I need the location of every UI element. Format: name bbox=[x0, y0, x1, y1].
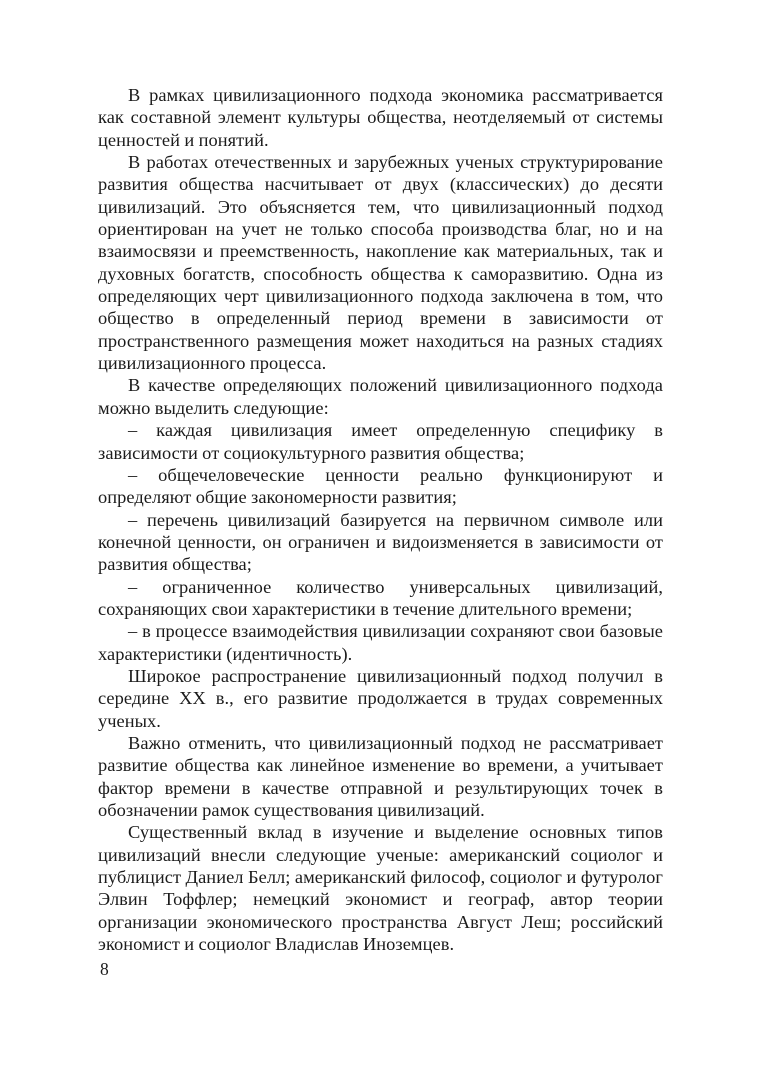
paragraph: В качестве определяющих положений цивилизационного подхода можно выделить следующие: bbox=[98, 375, 663, 418]
paragraph: Важно отменить, что цивилизационный подход не рассматривает развитие общества как линейное изменение во времени, а учитывает фактор времени в качестве отправной и результирующих точек в обозначении рамок существования цивилизаций. bbox=[98, 732, 663, 820]
bullet-item: – перечень цивилизаций базируется на первичном символе или конечной ценности, он ограничен и видоизменяется в зависимости от развития общества; bbox=[98, 509, 663, 575]
bullet-item: – ограниченное количество универсальных цивилизаций, сохраняющих свои характеристики в течение длительного времени; bbox=[98, 576, 663, 619]
paragraph: В работах отечественных и зарубежных ученых структурирование развития общества насчитывает от двух (классических) до десяти цивилизаций. Это объясняется тем, что цивилизационный подход ориентирован на учет не только способа производства благ, но и на взаимосвязи и преемственность, накопление как материальных, так и духовных богатств, способность общества к саморазвитию. Одна из определяющих черт цивилизационного подхода заключена в том, что общество в определенный период времени в зависимости от пространственного размещения может находиться на разных стадиях цивилизационного процесса. bbox=[98, 152, 663, 374]
paragraph: В рамках цивилизационного подхода экономика рассматривается как составной элемент культуры общества, неотделяемый от системы ценностей и понятий. bbox=[98, 85, 663, 150]
page-number: 8 bbox=[100, 959, 109, 979]
bullet-item: – в процессе взаимодействия цивилизации сохраняют свои базовые характеристики (идентичность). bbox=[98, 621, 663, 664]
paragraph: Широкое распространение цивилизационный подход получил в середине XX в., его развитие продолжается в трудах современных ученых. bbox=[98, 665, 663, 731]
page-text bbox=[98, 84, 663, 955]
paragraph: Существенный вклад в изучение и выделение основных типов цивилизаций внесли следующие ученые: американский социолог и публицист Даниел Белл; американский философ, социолог и футуролог Элвин Тоффлер; немецкий экономист и географ, автор теории организации экономического пространства Август Леш; российский экономист и социолог Владислав Иноземцев. bbox=[98, 822, 663, 955]
bullet-item: – общечеловеческие ценности реально функционируют и определяют общие закономерности развития; bbox=[98, 464, 663, 508]
bullet-item: – каждая цивилизация имеет определенную специфику в зависимости от социокультурного развития общества; bbox=[98, 420, 663, 463]
